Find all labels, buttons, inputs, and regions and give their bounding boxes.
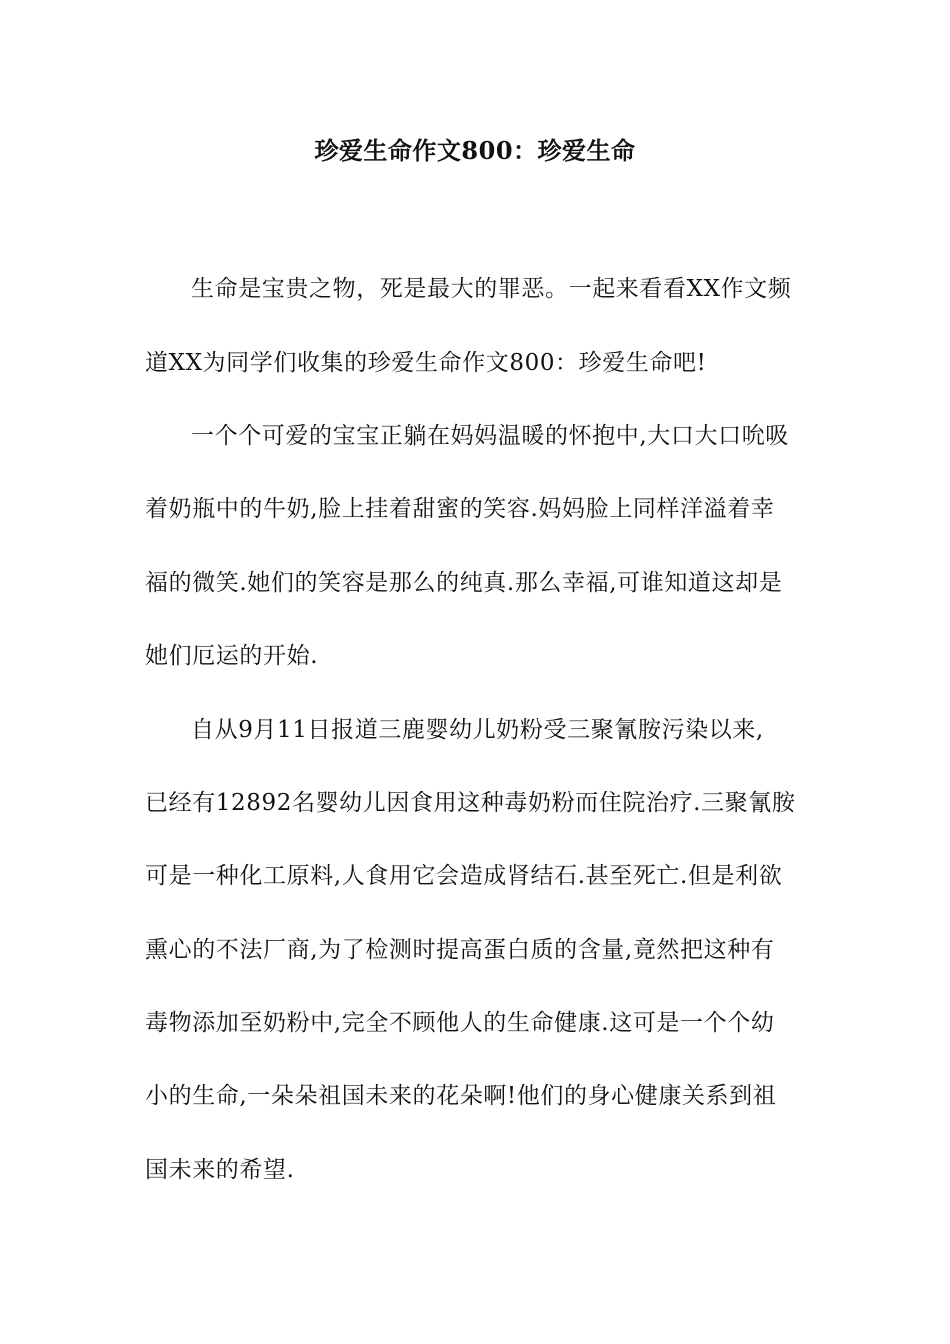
- paragraph-3-line-5: 毒物添加至奶粉中,完全不顾他人的生命健康.这可是一个个幼: [145, 1010, 775, 1037]
- paragraph-3-line-1: 自从9月11日报道三鹿婴幼儿奶粉受三聚氰胺污染以来,: [191, 716, 764, 743]
- paragraph-1-line-1: 生命是宝贵之物，死是最大的罪恶。一起来看看XX作文频: [191, 276, 792, 303]
- document-body: [145, 250, 807, 1204]
- paragraph-1-line-2: 道XX为同学们收集的珍爱生命作文800：珍爱生命吧!: [145, 349, 707, 376]
- paragraph-2-line-3: 福的微笑.她们的笑容是那么的纯真.那么幸福,可谁知道这却是: [145, 569, 783, 596]
- paragraph-2-line-1: 一个个可爱的宝宝正躺在妈妈温暖的怀抱中,大口大口吮吸: [191, 422, 789, 449]
- paragraph-3-line-6: 小的生命,一朵朵祖国未来的花朵啊!他们的身心健康关系到祖: [145, 1083, 777, 1110]
- paragraph-3-line-3: 可是一种化工原料,人食用它会造成肾结石.甚至死亡.但是利欲: [145, 863, 783, 890]
- paragraph-3-line-4: 熏心的不法厂商,为了检测时提高蛋白质的含量,竟然把这种有: [145, 936, 775, 963]
- paragraph-3-line-7: 国未来的希望.: [145, 1156, 295, 1183]
- paragraph-2-line-2: 着奶瓶中的牛奶,脸上挂着甜蜜的笑容.妈妈脸上同样洋溢着幸: [145, 496, 775, 523]
- document-title: 珍爱生命作文800：珍爱生命: [314, 136, 636, 165]
- paragraph-3-line-2: 已经有12892名婴幼儿因食用这种毒奶粉而住院治疗.三聚氰胺: [145, 789, 796, 816]
- paragraph-2-line-4: 她们厄运的开始.: [145, 643, 319, 670]
